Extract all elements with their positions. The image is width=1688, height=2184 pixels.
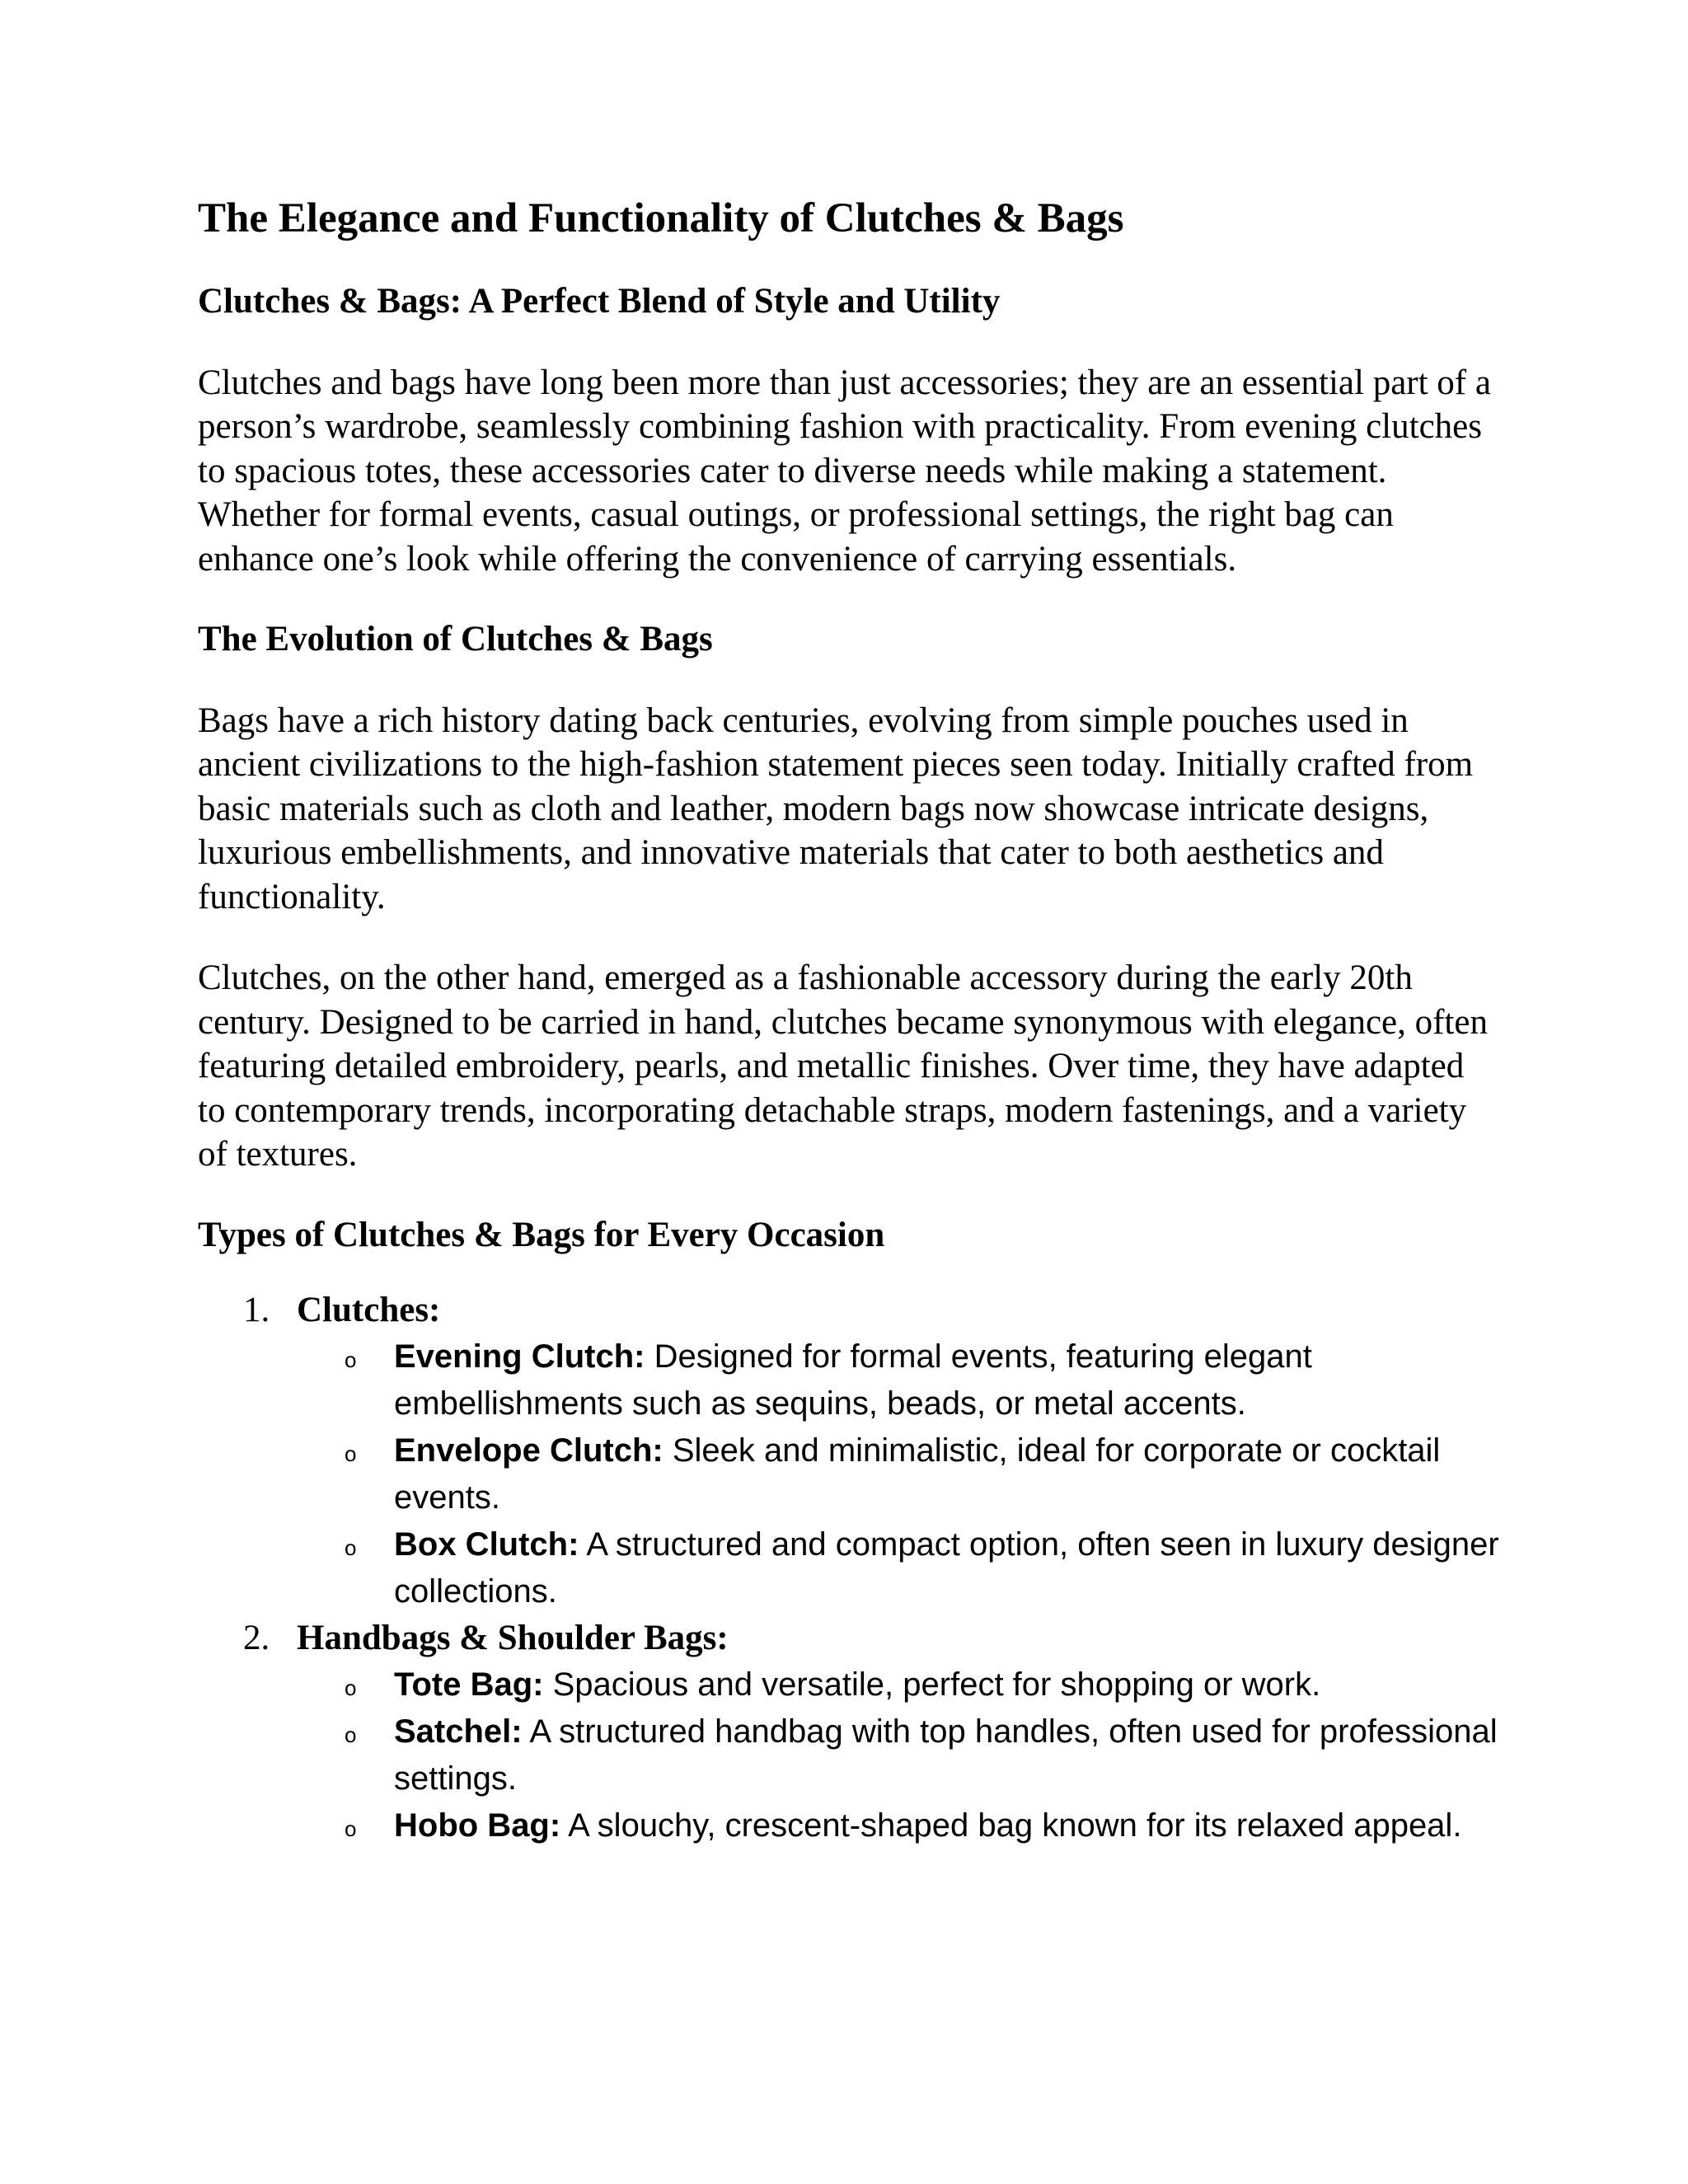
list-item [297,1661,1500,1708]
section-heading-style-utility: Clutches & Bags: A Perfect Blend of Style and Utility [198,282,1001,321]
list-item [297,1521,1500,1615]
item-description: Sleek and minimalistic, ideal for corporate or cocktail events. [394,1432,1441,1516]
types-list [198,1287,1500,1849]
item-description: Designed for formal events, featuring elegant embellishments such as sequins, beads, or metal accents. [394,1338,1312,1422]
section-heading-evolution: The Evolution of Clutches & Bags [198,620,713,659]
list-item-category [198,1287,1500,1615]
paragraph-intro: Clutches and bags have long been more than just accessories; they are an essential part of a person’s wardrobe, seamlessly combining fashion with practicality. From evening clutches to spacious totes, these accessories cater to diverse needs while making a statement. Whether for formal events, casual outings, or professional settings, the right bag can enhance one’s look while offering the convenience of carrying essentials. [198,363,1491,579]
item-term: Satchel: [394,1713,523,1750]
item-description: A structured handbag with top handles, often used for professional settings. [394,1713,1498,1797]
item-term: Hobo Bag: [394,1807,561,1844]
list-item [297,1708,1500,1802]
item-description: Spacious and versatile, perfect for shopping or work. [543,1666,1321,1704]
item-term: Evening Clutch: [394,1338,645,1376]
paragraph-bags-history: Bags have a rich history dating back centuries, evolving from simple pouches used in ancient civilizations to the high-fashion statement pieces seen today. Initially crafted from basic materials such as cloth and leather, modern bags now showcase intricate designs, luxurious embellishments, and innovative materials that cater to both aesthetics and functionality. [198,701,1474,916]
list-item-category [198,1615,1500,1849]
item-term: Box Clutch: [394,1526,579,1563]
sub-list [297,1333,1500,1615]
document-page [198,194,1500,1849]
item-term: Envelope Clutch: [394,1432,663,1469]
list-item [297,1333,1500,1427]
section-heading-types: Types of Clutches & Bags for Every Occasion [198,1215,885,1254]
hollow-bullet-icon: o [345,1347,357,1373]
item-description: A structured and compact option, often seen in luxury designer collections. [394,1526,1499,1610]
list-item [297,1802,1500,1849]
list-item [297,1427,1500,1521]
list-number: 1. [243,1291,270,1330]
hollow-bullet-icon: o [345,1675,357,1701]
item-description: A slouchy, crescent-shaped bag known for its relaxed appeal. [560,1807,1462,1844]
item-term: Tote Bag: [394,1666,544,1704]
category-title: Clutches: [297,1291,441,1330]
hollow-bullet-icon: o [345,1816,357,1842]
paragraph-clutches-history: Clutches, on the other hand, emerged as a fashionable accessory during the early 20th century. Designed to be carried in hand, clutches became synonymous with elegance, often featuring detailed embroidery, pearls, and metallic finishes. Over time, they have adapted to contemporary trends, incorporating detachable straps, modern fastenings, and a variety of textures. [198,958,1488,1174]
hollow-bullet-icon: o [345,1722,357,1748]
hollow-bullet-icon: o [345,1441,357,1467]
hollow-bullet-icon: o [345,1535,357,1561]
category-title: Handbags & Shoulder Bags: [297,1619,729,1658]
list-number: 2. [243,1619,270,1658]
document-title: The Elegance and Functionality of Clutches & Bags [198,195,1124,241]
sub-list [297,1661,1500,1849]
